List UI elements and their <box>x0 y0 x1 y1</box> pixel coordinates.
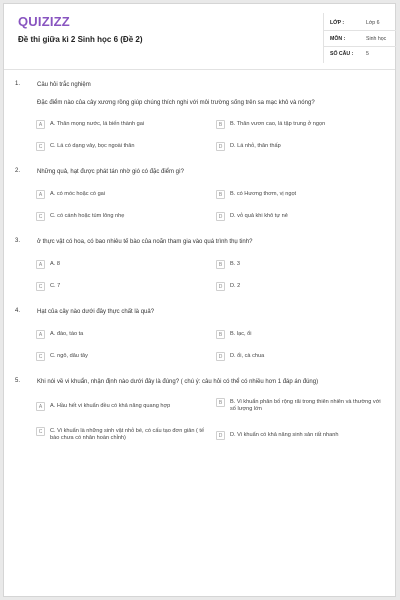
option-d[interactable] <box>216 282 240 291</box>
option-c[interactable] <box>36 142 134 151</box>
option-c[interactable] <box>36 427 206 443</box>
question-text: Hạt của cây nào dưới đây thực chất là quả? <box>37 309 155 315</box>
option-b[interactable] <box>216 190 296 199</box>
option-b[interactable] <box>216 398 386 414</box>
question-text: Khi nói về vi khuẩn, nhận định nào dưới đây là đúng? ( chú ý: câu hỏi có thể có nhiều hơn 1 đáp án đúng) <box>37 379 319 385</box>
option-text: B. có Hương thơm, vị ngọt <box>230 190 297 197</box>
option-text: B. Vi khuẩn phân bố rộng rãi trong thiên nhiên và thường với số lượng lớn <box>230 398 381 413</box>
option-letter: C <box>36 352 45 361</box>
question-number: 5. <box>15 378 21 384</box>
option-c[interactable] <box>36 352 88 361</box>
option-text: C. Lá có dạng vảy, bọc ngoài thân <box>50 142 135 149</box>
meta-divider <box>324 46 396 47</box>
question-number: 3. <box>15 238 21 244</box>
meta-label: MÔN : <box>330 36 346 42</box>
option-text: B. 3 <box>230 260 240 267</box>
question-text: ở thực vật có hoa, có bao nhiêu tế bào của noãn tham gia vào quá trình thụ tinh? <box>37 239 253 245</box>
meta-row-count <box>330 51 394 57</box>
option-letter: A <box>36 330 45 339</box>
option-text: C. 7 <box>50 282 61 289</box>
option-letter: D <box>216 282 225 291</box>
meta-value: Lớp 6 <box>366 20 380 26</box>
question-number: 4. <box>15 308 21 314</box>
option-letter: B <box>216 330 225 339</box>
option-text: A. Hầu hết vi khuẩn đều có khả năng quang hợp <box>50 402 171 409</box>
option-text: C. Vi khuẩn là những sinh vật nhỏ bé, có cấu tạo đơn giản ( tế bào chưa có nhân hoàn chỉnh) <box>50 427 205 442</box>
question-subtext: Đặc điểm nào của cây xương rồng giúp chúng thích nghi với môi trường sống trên sa mạc khô và nóng? <box>37 100 315 106</box>
option-letter: C <box>36 212 45 221</box>
option-letter: A <box>36 260 45 269</box>
meta-row-class <box>330 20 394 26</box>
option-b[interactable] <box>216 120 325 129</box>
option-d[interactable] <box>216 352 264 361</box>
option-b[interactable] <box>216 330 251 339</box>
meta-label: LỚP : <box>330 20 345 26</box>
option-letter: D <box>216 352 225 361</box>
option-text: A. đào, táo ta <box>50 330 84 337</box>
option-d[interactable] <box>216 212 288 221</box>
meta-value: 5 <box>366 51 369 57</box>
option-letter: D <box>216 142 225 151</box>
worksheet-page <box>3 3 396 597</box>
option-letter: A <box>36 120 45 129</box>
option-text: C. có cánh hoặc túm lông nhẹ <box>50 212 125 219</box>
question-number: 1. <box>15 81 21 87</box>
option-a[interactable] <box>36 260 60 269</box>
option-b[interactable] <box>216 260 240 269</box>
option-a[interactable] <box>36 190 105 199</box>
meta-row-subject <box>330 36 394 42</box>
question-number: 2. <box>15 168 21 174</box>
option-text: D. Vi khuẩn có khả năng sinh sản rất nhanh <box>230 431 339 438</box>
option-text: D. vỏ quả khi khô tự nẻ <box>230 212 288 219</box>
question-text: Câu hỏi trắc nghiệm <box>37 82 91 88</box>
option-a[interactable] <box>36 402 201 411</box>
option-text: D. 2 <box>230 282 241 289</box>
option-text: D. ổi, cà chua <box>230 352 265 359</box>
option-d[interactable] <box>216 431 386 440</box>
worksheet-header <box>4 4 395 70</box>
option-letter: B <box>216 190 225 199</box>
question-text: Những quả, hạt được phát tán nhờ gió có đặc điểm gì? <box>37 169 184 175</box>
quizizz-logo: QUIZIZZ <box>18 14 70 29</box>
option-letter: A <box>36 402 45 411</box>
option-letter: C <box>36 427 45 436</box>
option-text: C. ngô, dâu tây <box>50 352 88 359</box>
option-letter: C <box>36 282 45 291</box>
document-title: Đề thi giữa kì 2 Sinh học 6 (Đề 2) <box>18 35 143 44</box>
meta-box <box>323 13 396 63</box>
option-text: D. Lá nhỏ, thân thấp <box>230 142 281 149</box>
option-c[interactable] <box>36 212 124 221</box>
option-letter: B <box>216 260 225 269</box>
option-text: B. Thân vươn cao, lá tập trung ở ngọn <box>230 120 326 127</box>
option-letter: C <box>36 142 45 151</box>
option-text: B. lạc, ổi <box>230 330 252 337</box>
option-text: A. có móc hoặc có gai <box>50 190 106 197</box>
option-a[interactable] <box>36 120 144 129</box>
option-letter: D <box>216 431 225 440</box>
option-d[interactable] <box>216 142 281 151</box>
option-c[interactable] <box>36 282 60 291</box>
meta-divider <box>324 30 396 31</box>
option-letter: B <box>216 398 225 407</box>
option-text: A. 8 <box>50 260 60 267</box>
option-letter: A <box>36 190 45 199</box>
option-letter: B <box>216 120 225 129</box>
option-letter: D <box>216 212 225 221</box>
option-a[interactable] <box>36 330 83 339</box>
meta-value: Sinh học <box>366 36 387 42</box>
option-text: A. Thân mọng nước, lá biến thành gai <box>50 120 145 127</box>
meta-label: SỐ CÂU : <box>330 51 354 57</box>
